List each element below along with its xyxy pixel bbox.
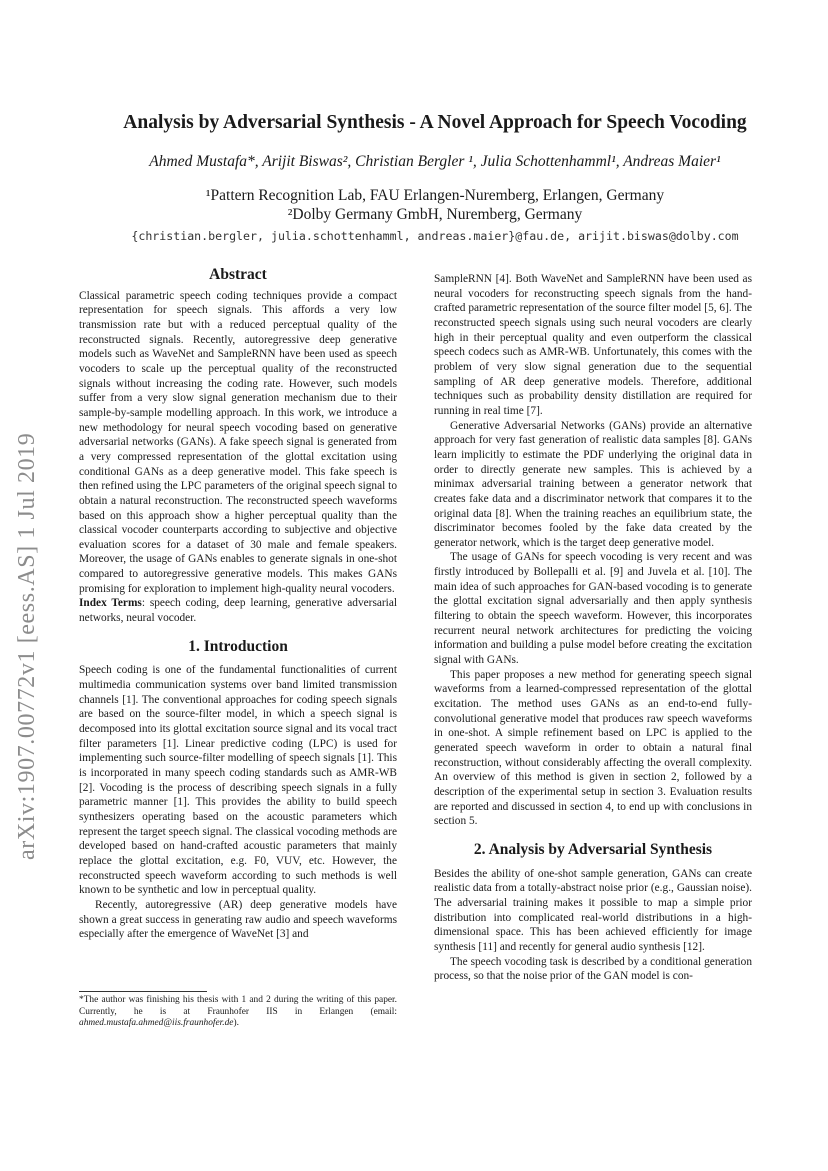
index-terms-label: Index Terms xyxy=(79,597,142,610)
affiliation-1: ¹Pattern Recognition Lab, FAU Erlangen-Nuremberg, Erlangen, Germany xyxy=(205,187,665,204)
abstract-body: Classical parametric speech coding techniques provide a compact representation for speech signals. This affords a very low transmission rate but with a reduced perceptual quality of the reconstructed signals. Recently, autoregressive deep generative models such as WaveNet and SampleRNN have been used as speech vocoders to scale up the perceptual quality of the reconstructed signals without increasing the coding rate. However, such models suffer from a very slow signal generation mechanism due to their sample-by-sample modelling approach. In this work, we introduce a new methodology for neural speech vocoding based on generative adversarial networks (GANs). A fake speech signal is generated from a very compressed representation of the glottal excitation using conditional GANs as a deep generative model. This fake speech is then refined using the LPC parameters of the original speech signal to obtain a natural reconstruction. The reconstructed speech waveforms based on this approach show a higher perceptual quality than the classical vocoder counterparts according to subjective and objective evaluation scores for a dataset of 30 male and female speakers. Moreover, the usage of GANs enables to generate signals in one-shot compared to autoregressive generative models. This makes GANs promising for exploration to implement high-quality neural vocoders. xyxy=(79,289,397,595)
index-terms xyxy=(79,596,397,625)
intro-paragraph-3: SampleRNN [4]. Both WaveNet and SampleRNN have been used as neural vocoders for reconstructing speech signals from the hand-crafted parametric representation of the source filter model [5, 6]. The reconstructed speech signals using such neural vocoders are clearly high in their perceptual quality and even outperform the classical speech codecs such as AMR-WB. Unfortunately, this comes with the problem of very slow signal generation due to the sequential sampling of AR deep generative models. Therefore, additional techniques such as probability density distillation are required for running in real time [7]. xyxy=(434,273,752,417)
arxiv-identifier: arXiv:1907.00772v1 [eess.AS] 1 Jul 2019 xyxy=(14,432,40,860)
right-column xyxy=(434,272,752,984)
abstract-heading: Abstract xyxy=(209,266,267,283)
section-2-paragraph-1: Besides the ability of one-shot sample generation, GANs can create realistic data from a totally-abstract noise prior (e.g., Gaussian noise). The adversarial training makes it possible to map a simple prior distribution into complicated real-world distributions in a high-dimensional space. This has been achieved efficiently for image synthesis [11] and recently for general audio synthesis [12]. xyxy=(434,867,752,953)
intro-paragraph-4: Generative Adversarial Networks (GANs) provide an alternative approach for very fast generation of realistic data samples [8]. GANs learn implicitly to estimate the PDF underlying the original data in order to directly generate new samples. This is achieved by a minimax adversarial training between a generator network that creates fake data and a discriminator network that compares it to the original data [8]. When the training reaches an equilibrium state, the discriminator becomes fooled by the fake data created by the generator network, which is the target deep generative model. xyxy=(434,419,752,549)
intro-paragraph-2: Recently, autoregressive (AR) deep generative models have shown a great success in generating raw audio and speech waveforms especially after the emergence of WaveNet [3] and xyxy=(79,898,397,941)
intro-paragraph-5: The usage of GANs for speech vocoding is very recent and was firstly introduced by Bollepalli et al. [9] and Juvela et al. [10]. The main idea of such approaches for GAN-based vocoding is to generate the glottal excitation signal adversarially and then apply synthesis filtering to obtain the speech waveform. However, this incorporates recurrent neural network architectures for predicting the voicing information and building a pulse model before creating the excitation signal with GANs. xyxy=(434,551,752,667)
author-emails: {christian.bergler, julia.schottenhamml, andreas.maier}@fau.de, arijit.biswas@dolby.com xyxy=(131,229,739,243)
intro-paragraph-6: This paper proposes a new method for generating speech signal waveforms from a learned-compressed representation of the glottal excitation. The method uses GANs as an end-to-end fully-convolutional generative model that produces raw speech waveforms in one-shot. A simple refinement based on LPC is applied to the generated speech waveform in order to obtain a natural final reconstruction, without considerably affecting the overall complexity. An overview of this method is given in section 2, followed by a description of the experimental setup in section 3. Evaluation results are reported and discussed in section 4, to end up with conclusions in section 5. xyxy=(434,668,752,828)
footnote-end: ). xyxy=(233,1018,239,1029)
left-column xyxy=(79,268,397,942)
introduction-heading: 1. Introduction xyxy=(188,637,288,655)
footnote xyxy=(79,995,397,1030)
author-list: Ahmed Mustafa*, Arijit Biswas², Christian Bergler ¹, Julia Schottenhamml¹, Andreas Maier¹ xyxy=(149,153,721,170)
footnote-email: ahmed.mustafa.ahmed@iis.fraunhofer.de xyxy=(79,1018,234,1029)
footnote-text: *The author was finishing his thesis with 1 and 2 during the writing of this paper. Currently, he is at Fraunhofer IIS in Erlangen (email: xyxy=(79,995,397,1017)
index-terms-text: : speech coding, deep learning, generative adversarial networks, neural vocoder. xyxy=(79,597,398,625)
intro-paragraph-1: Speech coding is one of the fundamental functionalities of current multimedia communication systems over band limited transmission channels [1]. The conventional approaches for coding speech signals are based on the source-filter model, in which a speech signal is decomposed into its glottal excitation source signal and its vocal tract filter parameters [1]. Linear predictive coding (LPC) is used for implementing such source-filter modelling of speech signals [1]. This is incorporated in many speech coding standards such as AMR-WB [2]. Vocoding is the process of describing speech signals in a fully parametric manner [1]. This provides the ability to build speech synthesizers operating based on the acoustic parameters which represent the target speech signal. The classical vocoding methods are developed based on hand-crafted acoustic parameters that mainly replace the glottal excitation, e.g. F0, VUV, etc. However, the reconstructed speech waveform according to such methods is well known to be synthetic and low in perceptual quality. xyxy=(79,664,397,897)
affiliation-2: ²Dolby Germany GmbH, Nuremberg, Germany xyxy=(287,206,583,223)
section-2-heading: 2. Analysis by Adversarial Synthesis xyxy=(473,840,713,858)
section-2-paragraph-2: The speech vocoding task is described by a conditional generation process, so that the noise prior of the GAN model is con- xyxy=(434,955,752,983)
footnote-rule xyxy=(79,991,207,992)
paper-title: Analysis by Adversarial Synthesis - A Novel Approach for Speech Vocoding xyxy=(123,112,747,133)
